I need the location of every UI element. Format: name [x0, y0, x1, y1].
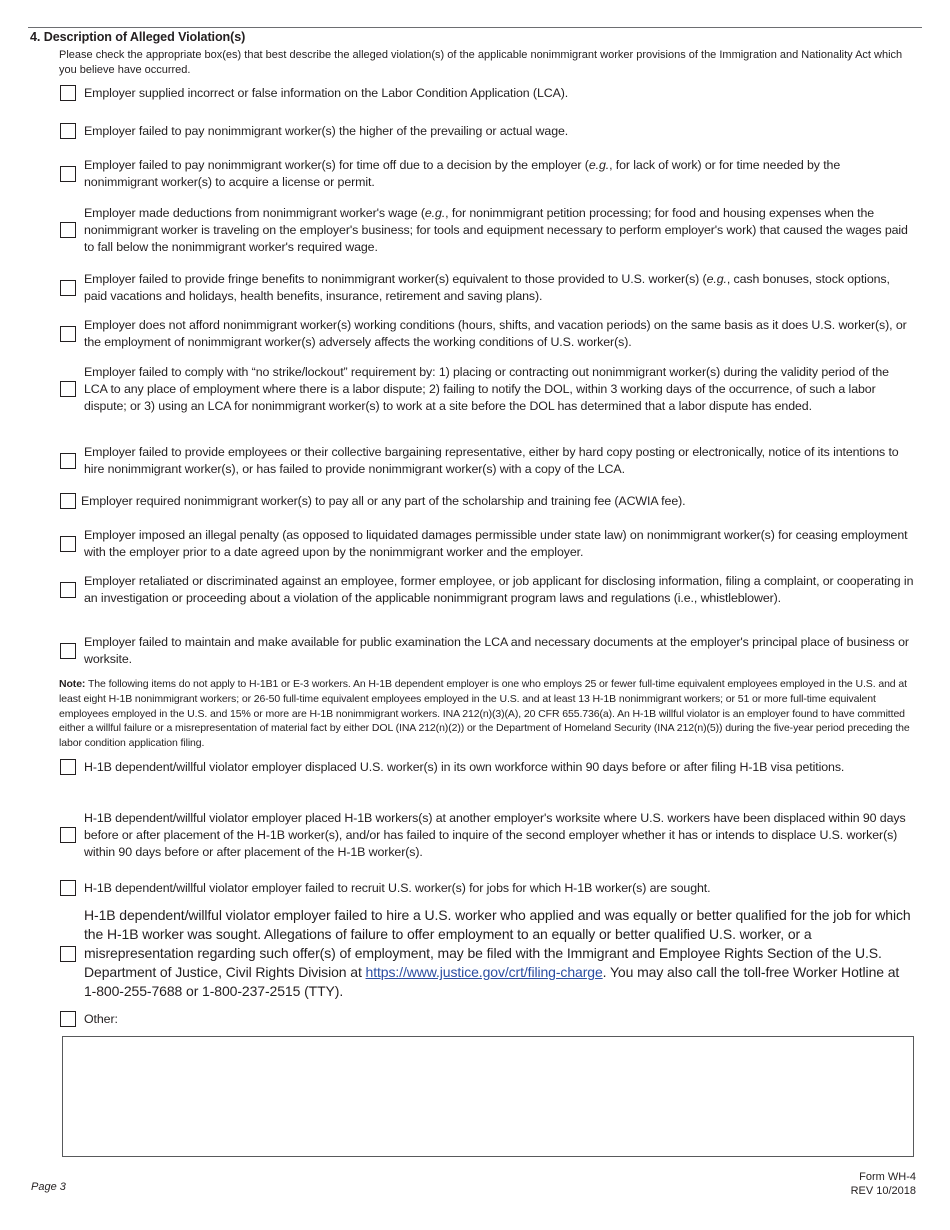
option-label: H-1B dependent/willful violator employer failed to recruit U.S. worker(s) for jobs for which H-1B worker(s) are sought.	[84, 881, 711, 895]
option-label: Employer failed to provide employees or their collective bargaining representative, either by hard copy posting or electronically, notice of its intentions to hire nonimmigrant worker(s), or has failed to provide nonimmigrant worker(s) with a copy of the LCA.	[84, 445, 899, 476]
checkbox-notice-of-intent[interactable]	[60, 453, 76, 469]
form-identifier	[851, 1170, 916, 1198]
checkbox-wage-deductions[interactable]	[60, 222, 76, 238]
option-public-examination	[60, 634, 915, 668]
option-label: H-1B dependent/willful violator employer displaced U.S. worker(s) in its own workforce within 90 days before or after filing H-1B visa petitions.	[84, 760, 845, 774]
checkbox-time-off-pay[interactable]	[60, 166, 76, 182]
checkbox-h1b-failed-to-hire[interactable]	[60, 946, 76, 962]
section-instructions: Please check the appropriate box(es) that best describe the alleged violation(s) of the applicable nonimmigrant worker provisions of the Immigration and Nationality Act which you believe have occurred.	[59, 49, 903, 76]
option-label: Employer failed to pay nonimmigrant worker(s) for time off due to a decision by the employer (e.g., for lack of work) or for time needed by the nonimmigrant worker(s) to acquire a license or permit.	[84, 158, 841, 189]
option-working-conditions	[60, 317, 915, 351]
note-text: The following items do not apply to H-1B1 or E-3 workers. An H-1B dependent employer is one who employs 25 or fewer full-time equivalent employees employed in the U.S. and at least eight H-1B nonimmigrant workers; or 26-50 full-time equivalent employees employed in the U.S. and at least 13 H-1B nonimmigrant workers; or 51 or more full-time equivalent employees employed in the U.S. and 15% or more are H-1B nonimmigrant workers. INA 212(n)(3)(A), 20 CFR 655.736(a). An H-1B willful violator is an employer found to have committed either a willful failure or a misrepresentation of material fact by either DOL (INA 212(n)(2)) or the Department of Homeland Security (INA 212(n)(5)) during the five-year period preceding the labor condition application filing.	[59, 678, 910, 750]
form-number: Form WH-4	[859, 1171, 916, 1183]
checkbox-retaliation[interactable]	[60, 582, 76, 598]
option-prevailing-wage	[60, 123, 915, 140]
option-label: Employer made deductions from nonimmigrant worker's wage (e.g., for nonimmigrant petition processing; for food and housing expenses when the nonimmigrant worker is traveling on the employer's business; for tools and equipment necessary to perform employer's work) that caused the wages paid to fall below the nonimmigrant worker's required wage.	[84, 206, 908, 254]
page-number: Page 3	[31, 1181, 66, 1193]
option-incorrect-lca-info	[60, 85, 915, 102]
option-time-off-pay	[60, 157, 915, 191]
option-acwia-fee	[60, 493, 915, 510]
note-label: Note:	[59, 678, 86, 690]
other-label: Other:	[84, 1012, 118, 1026]
other-description-field[interactable]	[62, 1036, 914, 1157]
option-label: Employer failed to provide fringe benefits to nonimmigrant worker(s) equivalent to those provided to U.S. worker(s) (e.g., cash bonuses, stock options, paid vacations and holidays, health benefits, insurance, retirement and saving plans).	[84, 272, 890, 303]
option-retaliation	[60, 573, 915, 607]
option-illegal-penalty	[60, 527, 915, 561]
checkbox-working-conditions[interactable]	[60, 326, 76, 342]
option-label: H-1B dependent/willful violator employer placed H-1B workers(s) at another employer's worksite where U.S. workers have been displaced within 90 days before or after placement of the H-1B worker(s), and/or has failed to inquire of the second employer whether it has or intends to displace U.S. worker(s) within 90 days before or after placement of the H-1B worker(s).	[84, 811, 906, 859]
option-label: Employer retaliated or discriminated against an employee, former employee, or job applicant for disclosing information, filing a complaint, or cooperating in an investigation or proceeding about a violation of the applicable nonimmigrant program laws and regulations (i.e., whistleblower).	[84, 574, 914, 605]
option-label: Employer required nonimmigrant worker(s) to pay all or any part of the scholarship and training fee (ACWIA fee).	[81, 494, 686, 508]
checkbox-illegal-penalty[interactable]	[60, 536, 76, 552]
top-divider	[28, 27, 922, 28]
option-wage-deductions	[60, 205, 915, 255]
option-fringe-benefits	[60, 271, 915, 305]
option-h1b-displaced-workers	[60, 759, 915, 776]
option-h1b-recruit	[60, 880, 915, 897]
option-label: Employer imposed an illegal penalty (as opposed to liquidated damages permissible under state law) on nonimmigrant worker(s) for ceasing employment with the employer prior to a date agreed upon by the nonimmigrant worker and the employer.	[84, 528, 908, 559]
option-no-strike-lockout	[60, 364, 915, 414]
option-label: Employer failed to maintain and make available for public examination the LCA and necessary documents at the employer's principal place of business or worksite.	[84, 635, 909, 666]
section-title: 4. Description of Alleged Violation(s)	[30, 30, 246, 44]
option-notice-of-intent	[60, 444, 915, 478]
checkbox-public-examination[interactable]	[60, 643, 76, 659]
option-label: Employer failed to pay nonimmigrant worker(s) the higher of the prevailing or actual wage.	[84, 124, 569, 138]
option-label: Employer does not afford nonimmigrant worker(s) working conditions (hours, shifts, and vacation periods) on the same basis as it does U.S. worker(s), or the employment of nonimmigrant worker(s) adversely affects the working conditions of U.S. worker(s).	[84, 318, 907, 349]
checkbox-h1b-displaced-workers[interactable]	[60, 759, 76, 775]
option-h1b-failed-to-hire	[60, 906, 915, 1001]
checkbox-no-strike-lockout[interactable]	[60, 381, 76, 397]
form-revision: REV 10/2018	[850, 1185, 916, 1197]
h1b-note	[59, 677, 915, 751]
option-label: Employer failed to comply with “no strike/lockout” requirement by: 1) placing or contracting out nonimmigrant worker(s) during the validity period of the LCA to any place of employment where there is a labor dispute; 2) failing to notify the DOL, within 3 working days of the occurrence, of such a labor dispute; or 3) using an LCA for nonimmigrant worker(s) to work at a site before the DOL has determined that a labor dispute has ended.	[84, 365, 889, 413]
checkbox-h1b-secondary-placement[interactable]	[60, 827, 76, 843]
option-label: Employer supplied incorrect or false information on the Labor Condition Application (LCA).	[84, 86, 569, 100]
checkbox-prevailing-wage[interactable]	[60, 123, 76, 139]
checkbox-incorrect-lca-info[interactable]	[60, 85, 76, 101]
checkbox-h1b-recruit[interactable]	[60, 880, 76, 896]
option-other	[60, 1011, 915, 1028]
filing-charge-link[interactable]: https://www.justice.gov/crt/filing-charge	[365, 964, 603, 980]
checkbox-acwia-fee[interactable]	[60, 493, 76, 509]
checkbox-other[interactable]	[60, 1011, 76, 1027]
option-h1b-secondary-placement	[60, 810, 915, 860]
checkbox-fringe-benefits[interactable]	[60, 280, 76, 296]
option-label: H-1B dependent/willful violator employer failed to hire a U.S. worker who applied and was equally or better qualified for the job for which the H-1B worker was sought. Allegations of failure to offer employment to an equally or better qualified U.S. worker, or a misrepresentation regarding such offer(s) of employment, may be filed with the Immigrant and Employee Rights Section of the U.S. Department of Justice, Civil Rights Division at https://www.justice.gov/crt/filing-charge. You may also call the toll-free Worker Hotline at 1-800-255-7688 or 1-800-237-2515 (TTY).	[84, 907, 911, 999]
